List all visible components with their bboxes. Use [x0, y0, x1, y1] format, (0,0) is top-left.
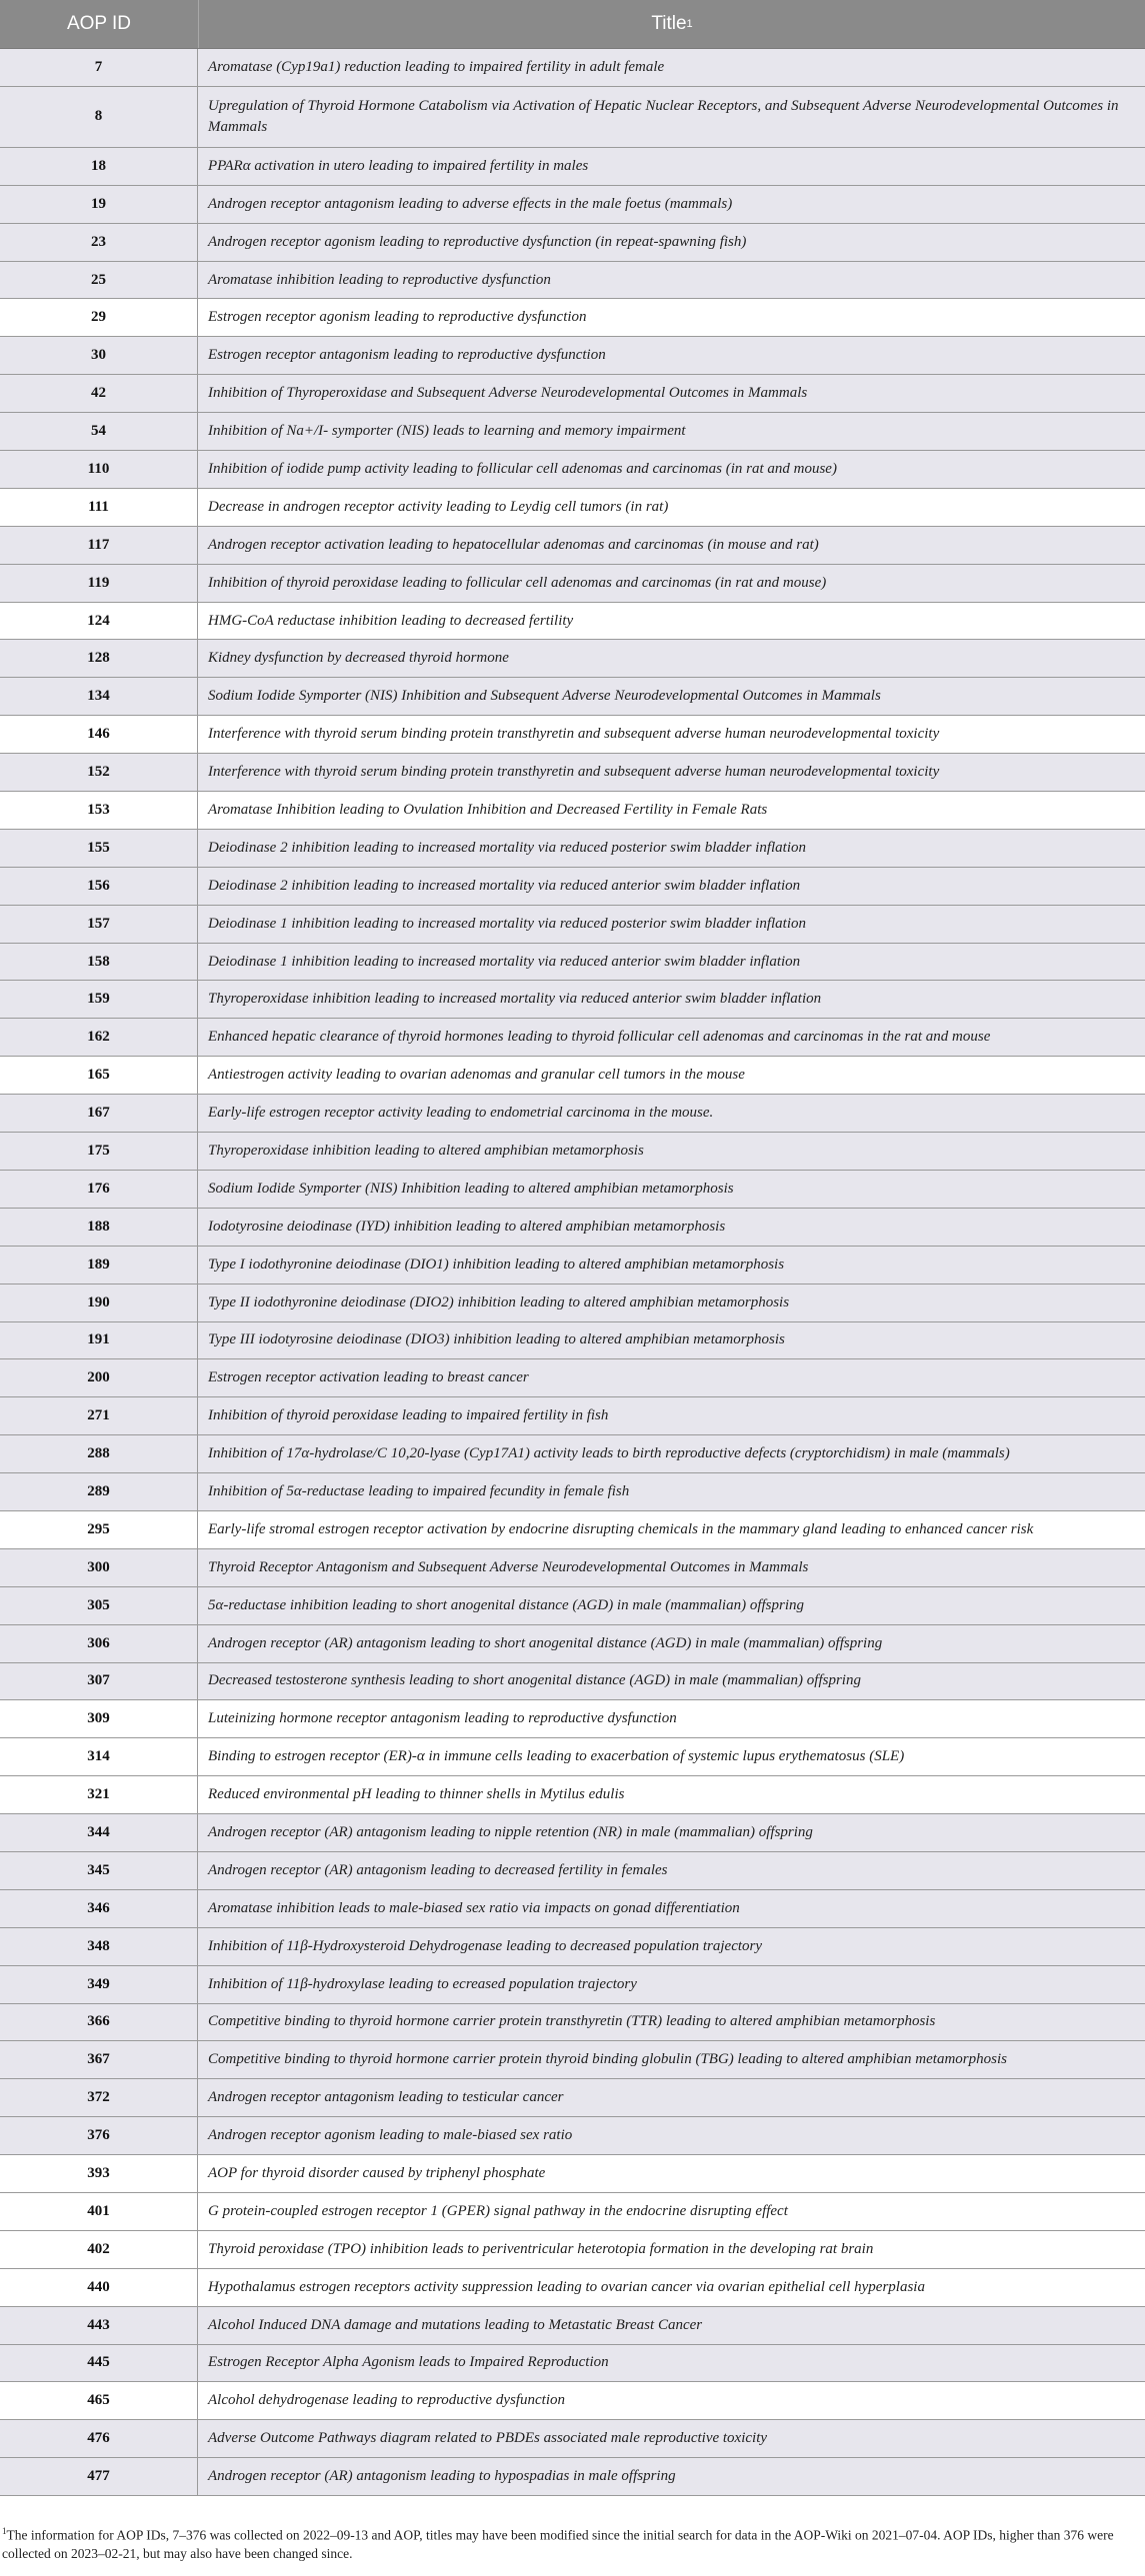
- aop-id-cell: 134: [0, 678, 198, 715]
- aop-id-cell: 188: [0, 1209, 198, 1246]
- aop-title-cell: Inhibition of 17α-hydrolase/C 10,20-lyase (Cyp17A1) activity leads to birth reproductive defects (cryptorchidism) in male (mammals): [208, 1445, 1010, 1462]
- aop-title-cell: Inhibition of 11β-hydroxylase leading to ecreased population trajectory: [208, 1975, 637, 1992]
- aop-title-cell: Estrogen receptor antagonism leading to reproductive dysfunction: [208, 347, 606, 364]
- table-row: [0, 754, 1145, 792]
- aop-title-cell: Decreased testosterone synthesis leading to short anogenital distance (AGD) in male (mammalian) offspring: [208, 1672, 861, 1689]
- aop-title-cell: Early-life stromal estrogen receptor activation by endocrine disrupting chemicals in the mammary gland leading to enhanced cancer risk: [208, 1520, 1034, 1537]
- aop-title-cell: HMG-CoA reductase inhibition leading to decreased fertility: [208, 612, 574, 629]
- aop-id-cell: 191: [0, 1322, 198, 1359]
- table-row: [0, 1663, 1145, 1701]
- aop-id-cell: 176: [0, 1171, 198, 1208]
- table-row: [0, 603, 1145, 641]
- aop-id-cell: 8: [0, 87, 198, 147]
- aop-title-cell: Adverse Outcome Pathways diagram related to PBDEs associated male reproductive toxicity: [208, 2430, 768, 2447]
- table-row: [0, 451, 1145, 489]
- aop-title-cell: Inhibition of thyroid peroxidase leading to impaired fertility in fish: [208, 1407, 609, 1424]
- aop-title-cell: Estrogen receptor activation leading to breast cancer: [208, 1369, 529, 1386]
- aop-title-cell: Androgen receptor (AR) antagonism leading to nipple retention (NR) in male (mammalian) offspring: [208, 1824, 813, 1841]
- table-row: [0, 2155, 1145, 2193]
- table-row: [0, 716, 1145, 754]
- table-row: [0, 2079, 1145, 2117]
- aop-id-cell: 300: [0, 1549, 198, 1586]
- table-row: [0, 868, 1145, 906]
- aop-id-cell: 402: [0, 2231, 198, 2268]
- aop-id-cell: 190: [0, 1285, 198, 1321]
- aop-id-cell: 153: [0, 792, 198, 829]
- aop-id-cell: 349: [0, 1966, 198, 2003]
- aop-id-cell: 295: [0, 1511, 198, 1548]
- header-title: Title 1: [651, 13, 693, 34]
- aop-id-cell: 271: [0, 1397, 198, 1434]
- aop-id-cell: 162: [0, 1019, 198, 1056]
- table-row: [0, 87, 1145, 148]
- aop-title-cell: G protein-coupled estrogen receptor 1 (GPER) signal pathway in the endocrine disrupting effect: [208, 2202, 788, 2219]
- aop-id-cell: 30: [0, 337, 198, 374]
- table-row: [0, 1700, 1145, 1738]
- aop-id-cell: 346: [0, 1890, 198, 1927]
- table-row: [0, 2307, 1145, 2345]
- aop-title-cell: Inhibition of Na+/I- symporter (NIS) leads to learning and memory impairment: [208, 423, 686, 440]
- aop-title-cell: Thyroid peroxidase (TPO) inhibition leads to periventricular heterotopia formation in the developing rat brain: [208, 2240, 874, 2257]
- aop-title-cell: Inhibition of thyroid peroxidase leading to follicular cell adenomas and carcinomas (in rat and mouse): [208, 574, 827, 591]
- aop-title-cell: Estrogen Receptor Alpha Agonism leads to Impaired Reproduction: [208, 2354, 609, 2371]
- aop-id-cell: 376: [0, 2117, 198, 2154]
- aop-title-cell: Binding to estrogen receptor (ER)-α in immune cells leading to exacerbation of systemic lupus erythematosus (SLE): [208, 1748, 905, 1765]
- aop-id-cell: 476: [0, 2420, 198, 2457]
- aop-title-cell: Thyroperoxidase inhibition leading to increased mortality via reduced anterior swim bladder inflation: [208, 991, 822, 1008]
- aop-id-cell: 306: [0, 1625, 198, 1662]
- table-row: [0, 1966, 1145, 2004]
- aop-title-cell: Androgen receptor agonism leading to reproductive dysfunction (in repeat-spawning fish): [208, 233, 747, 250]
- table-row: [0, 1814, 1145, 1852]
- table-row: [0, 1285, 1145, 1322]
- table-row: [0, 678, 1145, 716]
- aop-id-cell: 119: [0, 565, 198, 602]
- footnote-text: The information for AOP IDs, 7–376 was collected on 2022–09-13 and AOP, titles may have been modified since the initial search for data in the AOP-Wiki on 2021–07-04. AOP IDs, higher than 376 were collected on 2023–02-21, but may also have been changed since.: [2, 2527, 1114, 2561]
- aop-title-cell: Reduced environmental pH leading to thinner shells in Mytilus edulis: [208, 1786, 625, 1803]
- aop-id-cell: 477: [0, 2458, 198, 2495]
- aop-id-cell: 289: [0, 1473, 198, 1510]
- aop-title-cell: Androgen receptor antagonism leading to testicular cancer: [208, 2089, 564, 2106]
- aop-title-cell: Upregulation of Thyroid Hormone Catabolism via Activation of Hepatic Nuclear Receptors, and Subsequent Adverse Neurodevelopmental Outcomes in Mammals: [208, 97, 1119, 135]
- aop-id-cell: 25: [0, 262, 198, 299]
- table-row: [0, 2117, 1145, 2155]
- aop-title-cell: Thyroperoxidase inhibition leading to altered amphibian metamorphosis: [208, 1142, 644, 1159]
- aop-id-cell: 159: [0, 981, 198, 1018]
- table-row: [0, 224, 1145, 262]
- aop-id-cell: 157: [0, 906, 198, 943]
- table-row: [0, 2458, 1145, 2496]
- aop-id-cell: 200: [0, 1359, 198, 1396]
- aop-title-cell: Inhibition of 11β-Hydroxysteroid Dehydrogenase leading to decreased population trajectory: [208, 1937, 763, 1954]
- aop-title-cell: Type I iodothyronine deiodinase (DIO1) inhibition leading to altered amphibian metamorphosis: [208, 1256, 785, 1273]
- aop-title-cell: Sodium Iodide Symporter (NIS) Inhibition and Subsequent Adverse Neurodevelopmental Outcomes in Mammals: [208, 688, 881, 705]
- aop-title-cell: Deiodinase 1 inhibition leading to increased mortality via reduced anterior swim bladder inflation: [208, 953, 801, 970]
- table-row: [0, 1397, 1145, 1435]
- table-row: [0, 2004, 1145, 2042]
- aop-title-cell: Luteinizing hormone receptor antagonism leading to reproductive dysfunction: [208, 1710, 677, 1727]
- aop-title-cell: Androgen receptor (AR) antagonism leading to hypospadias in male offspring: [208, 2468, 676, 2485]
- table-row: [0, 906, 1145, 944]
- aop-title-cell: Early-life estrogen receptor activity leading to endometrial carcinoma in the mouse.: [208, 1105, 714, 1122]
- table-row: [0, 1625, 1145, 1663]
- aop-title-cell: Enhanced hepatic clearance of thyroid hormones leading to thyroid follicular cell adenomas and carcinomas in the rat and mouse: [208, 1029, 991, 1046]
- aop-title-cell: Inhibition of iodide pump activity leading to follicular cell adenomas and carcinomas (in rat and mouse): [208, 460, 837, 477]
- aop-title-cell: Aromatase inhibition leads to male-biased sex ratio via impacts on gonad differentiation: [208, 1899, 740, 1916]
- aop-title-cell: Androgen receptor antagonism leading to adverse effects in the male foetus (mammals): [208, 195, 733, 212]
- table-row: [0, 2382, 1145, 2420]
- aop-id-cell: 175: [0, 1133, 198, 1170]
- aop-id-cell: 344: [0, 1814, 198, 1851]
- aop-id-cell: 366: [0, 2004, 198, 2041]
- aop-title-cell: Sodium Iodide Symporter (NIS) Inhibition leading to altered amphibian metamorphosis: [208, 1180, 734, 1197]
- aop-id-cell: 7: [0, 49, 198, 86]
- table-row: [0, 1209, 1145, 1247]
- aop-id-cell: 307: [0, 1663, 198, 1700]
- table-row: [0, 1359, 1145, 1397]
- table-row: [0, 944, 1145, 982]
- aop-title-cell: AOP for thyroid disorder caused by triphenyl phosphate: [208, 2165, 546, 2182]
- aop-title-cell: Androgen receptor (AR) antagonism leading to decreased fertility in females: [208, 1861, 668, 1878]
- aop-id-cell: 117: [0, 527, 198, 564]
- table-row: [0, 2041, 1145, 2079]
- table-row: [0, 413, 1145, 451]
- table-row: [0, 1511, 1145, 1549]
- aop-id-cell: 189: [0, 1247, 198, 1284]
- header-aop-id: AOP ID: [0, 0, 199, 48]
- table-row: [0, 1095, 1145, 1133]
- aop-id-cell: 321: [0, 1776, 198, 1813]
- aop-id-cell: 155: [0, 830, 198, 867]
- aop-title-cell: Aromatase inhibition leading to reproductive dysfunction: [208, 271, 551, 288]
- aop-title-cell: Androgen receptor activation leading to hepatocellular adenomas and carcinomas (in mouse and rat): [208, 536, 819, 553]
- aop-id-cell: 146: [0, 716, 198, 753]
- table-row: [0, 1928, 1145, 1966]
- table-row: [0, 1738, 1145, 1776]
- aop-title-cell: Competitive binding to thyroid hormone carrier protein thyroid binding globulin (TBG) leading to altered amphibian metamorphosis: [208, 2051, 1007, 2068]
- aop-id-cell: 348: [0, 1928, 198, 1965]
- aop-id-cell: 288: [0, 1435, 198, 1472]
- table-row: [0, 2269, 1145, 2307]
- aop-title-cell: Interference with thyroid serum binding protein transthyretin and subsequent adverse human neurodevelopmental toxicity: [208, 764, 940, 781]
- table-row: [0, 375, 1145, 413]
- aop-title-cell: Competitive binding to thyroid hormone carrier protein transthyretin (TTR) leading to altered amphibian metamorphosis: [208, 2013, 936, 2030]
- aop-id-cell: 465: [0, 2382, 198, 2419]
- table-row: [0, 830, 1145, 868]
- table-body: [0, 49, 1145, 2496]
- table-row: [0, 2193, 1145, 2231]
- aop-id-cell: 345: [0, 1852, 198, 1889]
- table-row: [0, 337, 1145, 375]
- footnote-mark: 1: [2, 2526, 7, 2536]
- table-row: [0, 640, 1145, 678]
- aop-title-cell: Alcohol dehydrogenase leading to reproductive dysfunction: [208, 2392, 565, 2409]
- aop-title-cell: Aromatase Inhibition leading to Ovulation Inhibition and Decreased Fertility in Female Rats: [208, 801, 768, 818]
- table-footnote: [0, 2522, 1137, 2563]
- aop-id-cell: 158: [0, 944, 198, 981]
- aop-id-cell: 167: [0, 1095, 198, 1132]
- aop-id-cell: 309: [0, 1700, 198, 1737]
- table-row: [0, 1247, 1145, 1285]
- aop-title-cell: Kidney dysfunction by decreased thyroid hormone: [208, 650, 509, 667]
- table-row: [0, 49, 1145, 87]
- table-row: [0, 527, 1145, 565]
- table-row: [0, 186, 1145, 224]
- aop-id-cell: 128: [0, 640, 198, 677]
- table-row: [0, 1587, 1145, 1625]
- aop-id-cell: 314: [0, 1738, 198, 1775]
- table-row: [0, 2231, 1145, 2269]
- table-row: [0, 489, 1145, 527]
- aop-id-cell: 443: [0, 2307, 198, 2344]
- table-row: [0, 2420, 1145, 2458]
- aop-id-cell: 42: [0, 375, 198, 412]
- aop-title-cell: 5α-reductase inhibition leading to short anogenital distance (AGD) in male (mammalian) offspring: [208, 1596, 805, 1613]
- aop-id-cell: 367: [0, 2041, 198, 2078]
- aop-id-cell: 54: [0, 413, 198, 450]
- aop-title-cell: Type III iodotyrosine deiodinase (DIO3) inhibition leading to altered amphibian metamorphosis: [208, 1331, 785, 1348]
- table-row: [0, 1435, 1145, 1473]
- aop-title-cell: Androgen receptor (AR) antagonism leading to short anogenital distance (AGD) in male (mammalian) offspring: [208, 1634, 883, 1651]
- aop-title-cell: Thyroid Receptor Antagonism and Subsequent Adverse Neurodevelopmental Outcomes in Mammals: [208, 1558, 809, 1575]
- aop-title-cell: Type II iodothyronine deiodinase (DIO2) inhibition leading to altered amphibian metamorphosis: [208, 1293, 790, 1310]
- aop-title-cell: Deiodinase 2 inhibition leading to increased mortality via reduced anterior swim bladder inflation: [208, 877, 801, 894]
- aop-id-cell: 29: [0, 299, 198, 336]
- aop-title-cell: Interference with thyroid serum binding protein transthyretin and subsequent adverse human neurodevelopmental toxicity: [208, 726, 940, 743]
- table-row: [0, 1890, 1145, 1928]
- table-row: [0, 1852, 1145, 1890]
- aop-title-cell: Deiodinase 1 inhibition leading to increased mortality via reduced posterior swim bladder inflation: [208, 915, 807, 932]
- aop-id-cell: 152: [0, 754, 198, 791]
- aop-title-cell: Aromatase (Cyp19a1) reduction leading to impaired fertility in adult female: [208, 58, 665, 75]
- aop-id-cell: 445: [0, 2345, 198, 2382]
- table-row: [0, 1019, 1145, 1057]
- table-row: [0, 792, 1145, 830]
- aop-title-cell: Iodotyrosine deiodinase (IYD) inhibition leading to altered amphibian metamorphosis: [208, 1218, 726, 1235]
- table-header: [0, 0, 1145, 49]
- aop-title-cell: PPARα activation in utero leading to impaired fertility in males: [208, 157, 589, 174]
- aop-title-cell: Androgen receptor agonism leading to male-biased sex ratio: [208, 2127, 573, 2144]
- aop-id-cell: 111: [0, 489, 198, 526]
- aop-id-cell: 19: [0, 186, 198, 223]
- aop-title-cell: Deiodinase 2 inhibition leading to increased mortality via reduced posterior swim bladder inflation: [208, 839, 807, 856]
- aop-id-cell: 18: [0, 148, 198, 185]
- aop-title-cell: Decrease in androgen receptor activity leading to Leydig cell tumors (in rat): [208, 498, 669, 515]
- table-row: [0, 1171, 1145, 1209]
- table-row: [0, 1473, 1145, 1511]
- aop-id-cell: 124: [0, 603, 198, 640]
- aop-title-cell: Inhibition of 5α-reductase leading to impaired fecundity in female fish: [208, 1483, 630, 1499]
- table-row: [0, 2345, 1145, 2383]
- table-row: [0, 1057, 1145, 1095]
- aop-title-cell: Estrogen receptor agonism leading to reproductive dysfunction: [208, 309, 587, 326]
- table-row: [0, 1776, 1145, 1814]
- aop-id-cell: 156: [0, 868, 198, 905]
- table-row: [0, 1549, 1145, 1587]
- table-row: [0, 565, 1145, 603]
- aop-id-cell: 165: [0, 1057, 198, 1094]
- aop-title-cell: Hypothalamus estrogen receptors activity suppression leading to ovarian cancer via ovarian epithelial cell hyperplasia: [208, 2278, 925, 2295]
- aop-id-cell: 440: [0, 2269, 198, 2306]
- aop-title-cell: Antiestrogen activity leading to ovarian adenomas and granular cell tumors in the mouse: [208, 1067, 745, 1084]
- aop-title-cell: Alcohol Induced DNA damage and mutations leading to Metastatic Breast Cancer: [208, 2316, 703, 2333]
- aop-id-cell: 23: [0, 224, 198, 261]
- table-row: [0, 148, 1145, 186]
- aop-id-cell: 393: [0, 2155, 198, 2192]
- aop-id-cell: 110: [0, 451, 198, 488]
- table-row: [0, 262, 1145, 300]
- aop-title-cell: Inhibition of Thyroperoxidase and Subsequent Adverse Neurodevelopmental Outcomes in Mammals: [208, 385, 808, 402]
- table-row: [0, 981, 1145, 1019]
- aop-id-cell: 305: [0, 1587, 198, 1624]
- table-row: [0, 1322, 1145, 1360]
- table-row: [0, 299, 1145, 337]
- aop-id-cell: 372: [0, 2079, 198, 2116]
- aop-id-cell: 401: [0, 2193, 198, 2230]
- table-row: [0, 1133, 1145, 1171]
